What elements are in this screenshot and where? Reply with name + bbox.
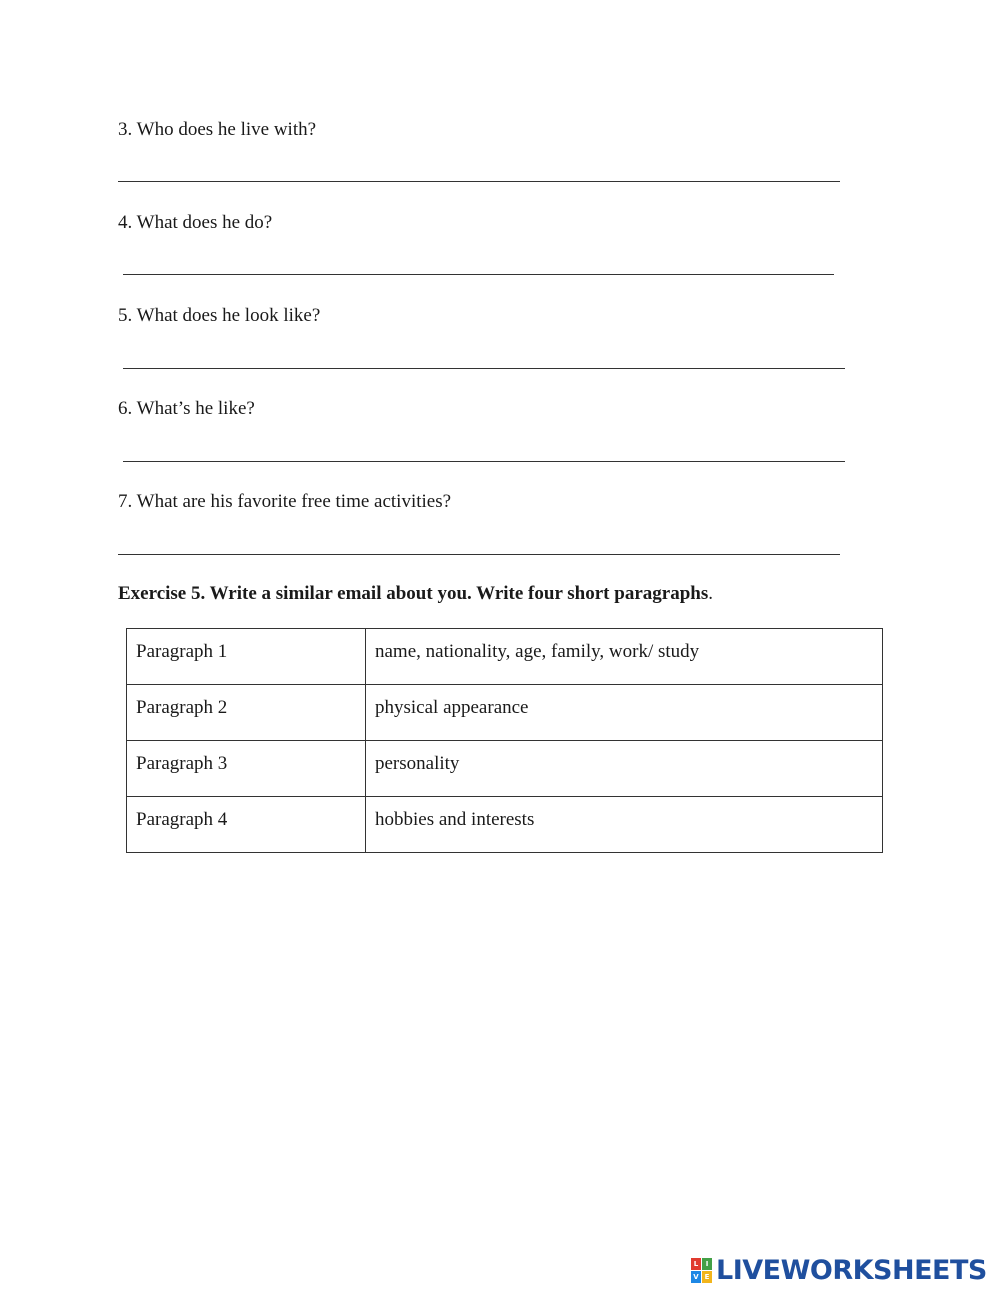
- question-6: 6. What’s he like?: [118, 398, 255, 419]
- question-3: 3. Who does he live with?: [118, 119, 317, 140]
- question-4: 4. What does he do?: [118, 212, 273, 233]
- answer-line-5[interactable]: [123, 368, 845, 369]
- paragraph-content: personality: [366, 741, 883, 797]
- question-7: 7. What are his favorite free time activities?: [118, 491, 452, 512]
- table-row: [127, 797, 883, 853]
- logo-blocks-icon: [691, 1256, 714, 1284]
- table-row: [127, 685, 883, 741]
- paragraph-label: Paragraph 4: [127, 797, 366, 853]
- question-5: 5. What does he look like?: [118, 305, 321, 326]
- logo-block-e: E: [702, 1271, 712, 1283]
- paragraph-content: name, nationality, age, family, work/ study: [366, 629, 883, 685]
- paragraph-table: [126, 628, 883, 853]
- logo-text: LIVEWORKSHEETS: [716, 1254, 987, 1286]
- paragraph-label: Paragraph 3: [127, 741, 366, 797]
- answer-line-4[interactable]: [123, 274, 834, 275]
- answer-line-3[interactable]: [118, 181, 840, 182]
- table-row: [127, 741, 883, 797]
- logo-block-l: L: [691, 1258, 701, 1270]
- logo-block-v: V: [691, 1271, 701, 1283]
- answer-line-7[interactable]: [118, 554, 840, 555]
- paragraph-label: Paragraph 2: [127, 685, 366, 741]
- paragraph-content: hobbies and interests: [366, 797, 883, 853]
- exercise-title-tail: .: [708, 583, 713, 604]
- answer-line-6[interactable]: [123, 461, 845, 462]
- exercise-title-bold: Exercise 5. Write a similar email about you. Write four short paragraphs: [118, 583, 709, 604]
- logo-block-i: I: [702, 1258, 712, 1270]
- exercise-5-title: [118, 583, 713, 605]
- paragraph-label: Paragraph 1: [127, 629, 366, 685]
- liveworksheets-logo: [691, 1255, 987, 1285]
- paragraph-content: physical appearance: [366, 685, 883, 741]
- table-row: [127, 629, 883, 685]
